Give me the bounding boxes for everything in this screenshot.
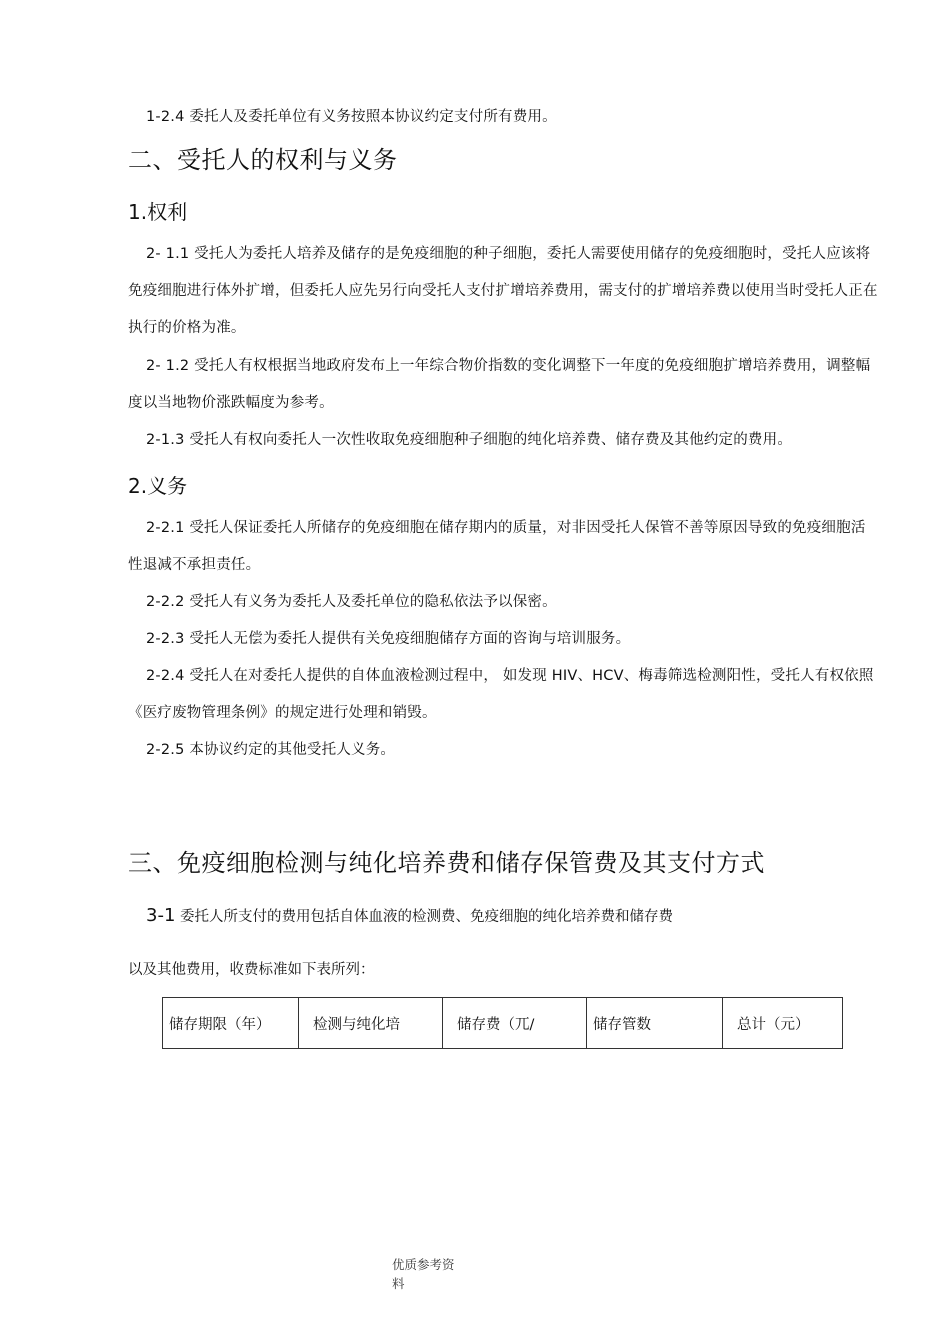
clause-3-1 bbox=[146, 905, 673, 926]
fee-table bbox=[162, 997, 843, 1049]
clause-2-1-3: 2-1.3 受托人有权向委托人一次性收取免疫细胞种子细胞的纯化培养费、储存费及其他约定的费用。 bbox=[146, 432, 793, 448]
footer-line-1: 优质参考资 bbox=[392, 1257, 455, 1272]
section-2-heading: 二、受托人的权利与义务 bbox=[128, 146, 398, 174]
clause-2-2-1: 2-2.1 受托人保证委托人所储存的免疫细胞在储存期内的质量，对非因受托人保管不善等原因导致的免疫细胞活性退减不承担责任。 bbox=[128, 520, 866, 573]
clause-2-2-5: 2-2.5 本协议约定的其他受托人义务。 bbox=[146, 742, 396, 758]
table-header-cell: 储存管数 bbox=[587, 998, 723, 1049]
clause-2-1-1: 2- 1.1 受托人为委托人培养及储存的是免疫细胞的种子细胞，委托人需要使用储存的免疫细胞时，受托人应该将免疫细胞进行体外扩增，但委托人应先另行向受托人支付扩增培养费用，需支付的扩增培养费以使用当时受托人正在执行的价格为准。 bbox=[128, 246, 878, 336]
table-header-cell: 总计（元） bbox=[723, 998, 843, 1049]
table-header-row bbox=[163, 998, 843, 1049]
clause-1-2-4: 1-2.4 委托人及委托单位有义务按照本协议约定支付所有费用。 bbox=[146, 109, 557, 125]
rights-heading: 1.权利 bbox=[128, 200, 188, 224]
clause-2-1-2: 2- 1.2 受托人有权根据当地政府发布上一年综合物价指数的变化调整下一年度的免疫细胞扩增培养费用，调整幅度以当地物价涨跌幅度为参考。 bbox=[128, 358, 871, 411]
clause-3-1-text: 委托人所支付的费用包括自体血液的检测费、免疫细胞的纯化培养费和储存费 bbox=[175, 909, 674, 925]
table-header-cell: 储存期限（年） bbox=[163, 998, 299, 1049]
clause-2-2-3: 2-2.3 受托人无偿为委托人提供有关免疫细胞储存方面的咨询与培训服务。 bbox=[146, 631, 631, 647]
clause-3-1-number: 3-1 bbox=[146, 905, 176, 926]
clause-3-1-continuation: 以及其他费用，收费标准如下表所列： bbox=[128, 962, 375, 978]
section-3-heading: 三、免疫细胞检测与纯化培养费和储存保管费及其支付方式 bbox=[128, 849, 765, 877]
table-header-cell: 储存费（兀/ bbox=[443, 998, 587, 1049]
duties-heading: 2.义务 bbox=[128, 474, 188, 498]
footer-line-2: 料 bbox=[392, 1276, 405, 1291]
clause-2-2-4: 2-2.4 受托人在对委托人提供的自体血液检测过程中， 如发现 HIV、HCV、梅毒筛选检测阳性，受托人有权依照《医疗废物管理条例》的规定进行处理和销毁。 bbox=[128, 668, 874, 721]
table-header-cell: 检测与纯化培 bbox=[299, 998, 443, 1049]
clause-2-2-2: 2-2.2 受托人有义务为委托人及委托单位的隐私依法予以保密。 bbox=[146, 594, 557, 610]
footer-note bbox=[392, 1255, 472, 1293]
